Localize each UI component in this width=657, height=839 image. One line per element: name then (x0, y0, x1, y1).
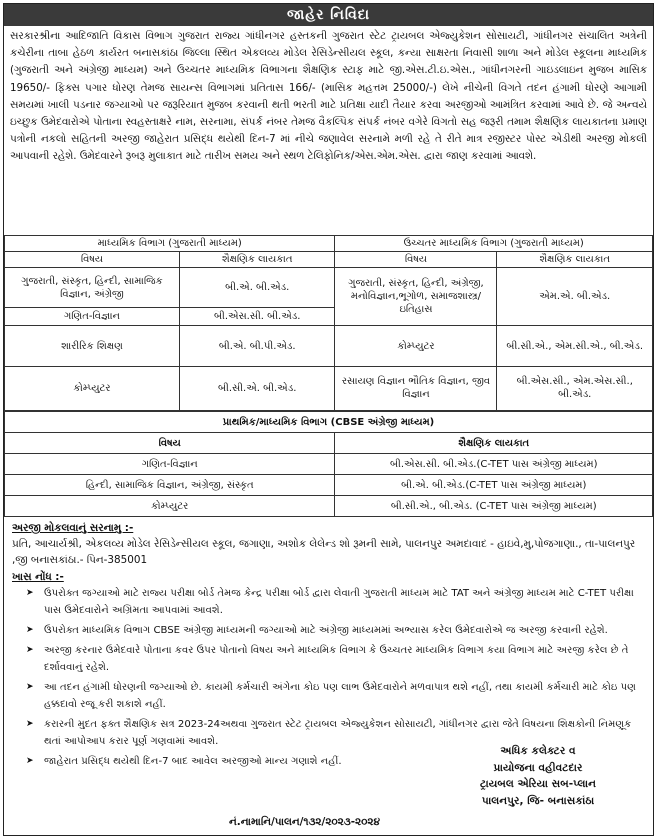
table-cell: ગુજરાતી, સંસ્કૃત, હિન્દી, અંગ્રેજી, મનોવિજ્ઞાન,ભૂગોળ, સમાજશાસ્ત્ર/ઇતિહાસ (335, 268, 497, 326)
arrow-bullet-icon: ➤ (26, 588, 34, 598)
col-qualification: શૈક્ષણિક લાયકાત (179, 252, 335, 268)
table-cell: કોમ્પ્યુટર (335, 326, 497, 366)
list-item: ➤ ઉપરોક્ત જગ્યાઓ માટે રાજ્ય પરીક્ષા બોર્ડ તેમજ કેન્દ્ર પરીક્ષા બોર્ડ દ્વારા લેવાતી ગુજરાતી માધ્યમ માટે TAT અને અંગ્રેજી માધ્યમ માટે C-TET પરીક્ષા પાસ ઉમેદવારોને અગ્રિમતા આપવામાં આવશે. (26, 585, 643, 619)
secondary-heading: માધ્યમિક વિભાગ (ગુજરાતી માધ્યમ) (5, 236, 335, 252)
table-cell: બી.એસ.સી. બી.એડ. (179, 308, 335, 326)
arrow-bullet-icon: ➤ (26, 645, 34, 655)
table-cell: કોમ્પ્યુટર (5, 496, 335, 517)
arrow-bullet-icon: ➤ (26, 625, 34, 635)
notes-title: ખાસ નોંધ :- (12, 571, 64, 583)
notice-page (3, 3, 654, 836)
list-item: ➤ અરજી કરનાર ઉમેદવારે પોતાના કવર ઉપર પોતાનો વિષય અને માધ્યમિક વિભાગ કે ઉચ્ચતર માધ્યમિક વિભાગ કયા વિભાગ માટે અરજી કરેલ છે તે દર્શાવવાનું રહેશે. (26, 642, 643, 676)
signature-block: અધિક કલેક્ટર વ પ્રાયોજના વહીવટદાર ટ્રાયબલ એરિયા સબ-પ્લાન પાલનપુર, જિ- બનાસકાંઠા (479, 745, 597, 807)
list-item: ➤ આ તદન હંગામી ધોરણની જગ્યાઓ છે. કાયમી કર્મચારી અંગેના કોઇ પણ લાભ ઉમેદવારોને મળવાપાત્ર થશે નહીં, તથા કાયમી કર્મચારી માટે કોઇ પણ હક્કદાવો રજૂ કરી શકાશે નહીં. (26, 679, 643, 713)
table-cell: બી.એસ.સી., એમ.એસ.સી., બી.એડ. (497, 366, 653, 410)
table-cell: કોમ્પ્યુટર (5, 366, 180, 410)
table-cell: ગણિત-વિજ્ઞાન (5, 454, 335, 475)
table-cell: ગણિત-વિજ્ઞાન (5, 308, 180, 326)
table-cell: બી.એસ.સી. બી.એડ.(C-TET પાસ અંગ્રેજી માધ્યમ) (335, 454, 653, 475)
notice-title: જાહેર નિવિદા (4, 4, 653, 26)
col-subject: વિષય (5, 433, 335, 454)
table-cell: શારીરિક શિક્ષણ (5, 326, 180, 366)
cbse-heading: પ્રાથમિક/માધ્યમિક વિભાગ (CBSE અંગ્રેજી માધ્યમ) (5, 412, 653, 433)
cbse-english-medium-table (4, 411, 653, 517)
intro-paragraph: સરકારશ્રીના આદિજાતિ વિકાસ વિભાગ ગુજરાત રાજ્ય ગાંધીનગર હસ્તકની ગુજરાત સ્ટેટ ટ્રાયબલ એજ્યુકેશન સોસાયટી, ગાંધીનગર સંચાલિત અત્રેની કચેરીના તાબા હેઠળ કાર્યરત બનાસકાંઠા જિલ્લા સ્થિત એકલવ્ય મોડેલ રેસિડેન્સીયલ સ્કૂલ, કન્યા સાક્ષરતા નિવાસી શાળા અને મોડેલ સ્કૂલના માધ્યમિક (ગુજરાતી અને અંગ્રેજી માધ્યમ) અને ઉચ્ચતર માધ્યમિક વિભાગના શૈક્ષણિક સ્ટાફ માટે જી.એસ.ટી.ઇ.એસ., ગાંધીનગરની ગાઇડલાઇન મુજબ માસિક 19650/- ફિક્સ પગાર ધોરણ તેમજ સાયન્સ વિભાગમાં પ્રતિતાસ 166/- (માસિક મહત્તમ 25000/-) લેખે નીચેની વિગતે તદન હંગામી ધોરણે આગામી સમયમાં ખાલી પડનાર જગ્યાઓ પર જરૂરિયાત મુજબ કરવાની થતી ભરતી માટે પ્રતિક્ષા યાદી તૈયાર કરવા અરજીઓ આમંત્રિત કરવામાં આવે છે. જે અન્વયે ઇચ્છુક ઉમેદવારોએ પોતાના સ્વહસ્તાક્ષરે નામ, સરનામા, સંપર્ક નંબર તેમજ વૈકલ્પિક સંપર્ક નંબર વગેરે વિગતો સહ જરૂરી તમામ શૈક્ષણિક લાયકાતના પ્રમાણ પત્રોની નકલો સહિતની અરજી જાહેરાત પ્રસિદ્ધ થયેથી દિન-7 માં નીચે જણાવેલ સરનામે મળી રહે તે રીતે માત્ર રજીસ્ટર પોસ્ટ એડીથી અરજી મોકલી આપવાની રહેશે. ઉમેદવારને રૂબરૂ મુલાકાત માટે તારીખ સમય અને સ્થળ ટેલિફોનિક/એસ.એમ.એસ. દ્વારા જાણ કરવામાં આવશે. (10, 30, 647, 163)
table-cell: હિન્દી, સામાજિક વિજ્ઞાન, અંગ્રેજી, સંસ્કૃત (5, 475, 335, 496)
table-cell: બી.સી.એ., બી.એડ. (C-TET પાસ અંગ્રેજી માધ્યમ) (335, 496, 653, 517)
table-cell: બી.એ. બી.એડ. (179, 268, 335, 308)
higher-secondary-heading: ઉચ્ચતર માધ્યમિક વિભાગ (ગુજરાતી માધ્યમ) (335, 236, 653, 252)
table-cell: ગુજરાતી, સંસ્કૃત, હિન્દી, સામાજિક વિજ્ઞાન, અંગ્રેજી (5, 268, 180, 308)
col-subject: વિષય (335, 252, 497, 268)
table-cell: એમ.એ. બી.એડ. (497, 268, 653, 326)
table-cell: બી.એ. બી.એડ.(C-TET પાસ અંગ્રેજી માધ્યમ) (335, 475, 653, 496)
arrow-bullet-icon: ➤ (26, 682, 34, 692)
address-label: અરજી મોકલવાનું સરનામુ :- (12, 522, 134, 534)
list-item: ➤ કરારની મુદત ફક્ત શૈક્ષણિક સત્ર 2023-24અથવા ગુજરાત સ્ટેટ ટ્રાયબલ એજ્યુકેશન સોસાયટી, ગાંધીનગર દ્વારા જેતે વિષયના શિક્ષકોની નિમણૂક થતાં આપોઆપ કરાર પૂર્ણ ગણવામાં આવશે. (26, 716, 643, 750)
reference-number: નં.નામાનિ/પાલન/૧૩૨/૨૦૨૩-૨૦૨૪ (229, 816, 380, 828)
table-cell: બી.એ. બી.પી.એડ. (179, 326, 335, 366)
address-text: પ્રતિ, આચાર્યશ્રી, એકલવ્ય મોડેલ રેસિડેન્સીયલ સ્કૂલ, જગાણા, અશોક લેલેન્ડ શો રૂમની સામે, પાલનપુર અમદાવાદ - હાઇવે,મુ,પોજગાણા., તા-પાલનપુર ,જી બનાસકાંઠા.- પિન-385001 (12, 538, 636, 566)
arrow-bullet-icon: ➤ (26, 719, 34, 729)
address-section (4, 517, 653, 570)
table-cell: બી.સી.એ. બી.એડ. (179, 366, 335, 410)
table-cell: રસાયણ વિજ્ઞાન ભૌતિક વિજ્ઞાન, જીવ વિજ્ઞાન (335, 366, 497, 410)
arrow-bullet-icon: ➤ (26, 756, 34, 766)
footer (4, 743, 653, 835)
col-qualification: શૈક્ષણિક લાયકાત (335, 433, 653, 454)
table-cell: બી.સી.એ., એમ.સી.એ., બી.એડ. (497, 326, 653, 366)
col-subject: વિષય (5, 252, 180, 268)
col-qualification: શૈક્ષણિક લાયકાત (497, 252, 653, 268)
list-item: ➤ ઉપરોક્ત માધ્યમિક વિભાગ CBSE અંગ્રેજી માધ્યમની જગ્યાઓ માટે અંગ્રેજી માધ્યમમાં અભ્યાસ કરેલ ઉમેદવારોએ જ અરજી કરવાની રહેશે. (26, 622, 643, 639)
gujarati-medium-table (4, 235, 653, 411)
list-item: ➤ જાહેરાત પ્રસિદ્ધ થયેથી દિન-7 બાદ આવેલ અરજીઓ માન્ય ગણાશે નહીં. (26, 753, 416, 770)
